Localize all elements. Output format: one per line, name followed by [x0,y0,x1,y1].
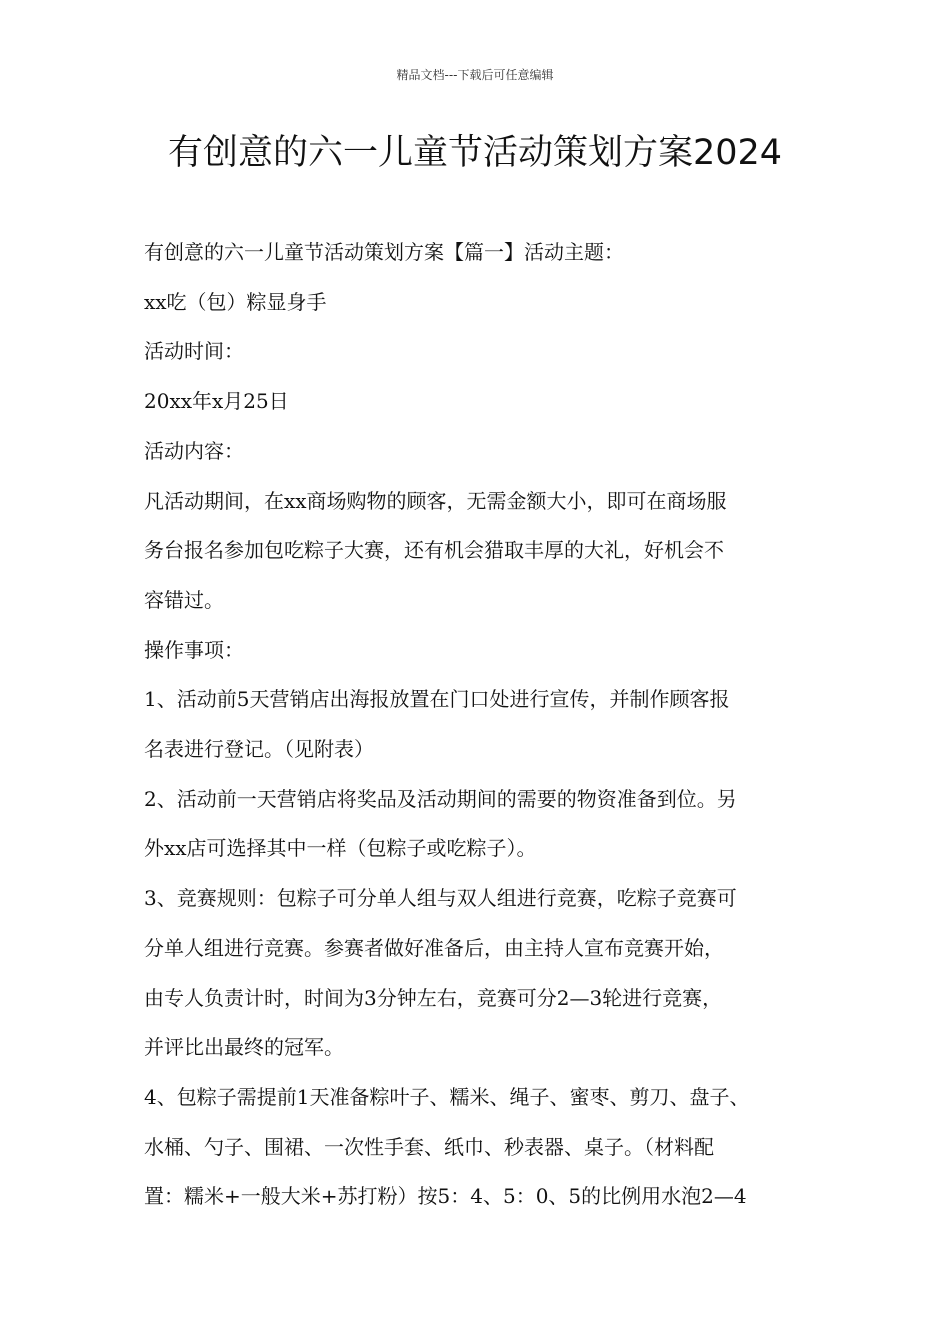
body-line: 名表进行登记。（见附表） [144,737,374,762]
body-line: 置：糯米+一般大米+苏打粉）按5：4、5：0、5的比例用水泡2—4 [144,1184,747,1209]
body-line: 4、包粽子需提前1天准备粽叶子、糯米、绳子、蜜枣、剪刀、盘子、 [144,1084,750,1109]
body-line: 分单人组进行竞赛。参赛者做好准备后，由主持人宣布竞赛开始， [144,935,724,960]
body-line: 3、竞赛规则：包粽子可分单人组与双人组进行竞赛，吃粽子竞赛可 [144,886,737,911]
header-note: 精品文档---下载后可任意编辑 [396,68,554,82]
body-line: 并评比出最终的冠军。 [144,1035,344,1060]
document-body [144,228,824,1222]
body-line: 凡活动期间，在xx商场购物的顾客，无需金额大小，即可在商场服 [144,488,727,513]
body-line: 操作事项： [144,637,244,662]
body-line: 活动内容： [144,438,244,463]
body-line: 活动时间： [144,339,244,364]
body-line: 1、活动前5天营销店出海报放置在门口处进行宣传，并制作顾客报 [144,687,730,712]
body-line: 有创意的六一儿童节活动策划方案【篇一】活动主题： [144,240,624,264]
body-line: 20xx年x月25日 [144,389,289,414]
body-line: 2、活动前一天营销店将奖品及活动期间的需要的物资准备到位。另 [144,786,737,811]
body-line: 外xx店可选择其中一样（包粽子或吃粽子）。 [144,836,537,861]
document-title: 有创意的六一儿童节活动策划方案2024 [167,133,783,173]
body-line: 由专人负责计时，时间为3分钟左右，竞赛可分2—3轮进行竞赛， [144,985,723,1010]
body-line: 水桶、勺子、围裙、一次性手套、纸巾、秒表器、桌子。（材料配 [144,1134,714,1159]
body-line: 务台报名参加包吃粽子大赛，还有机会猎取丰厚的大礼，好机会不 [144,538,724,563]
body-line: xx吃（包）粽显身手 [144,289,327,314]
body-line: 容错过。 [144,587,224,612]
